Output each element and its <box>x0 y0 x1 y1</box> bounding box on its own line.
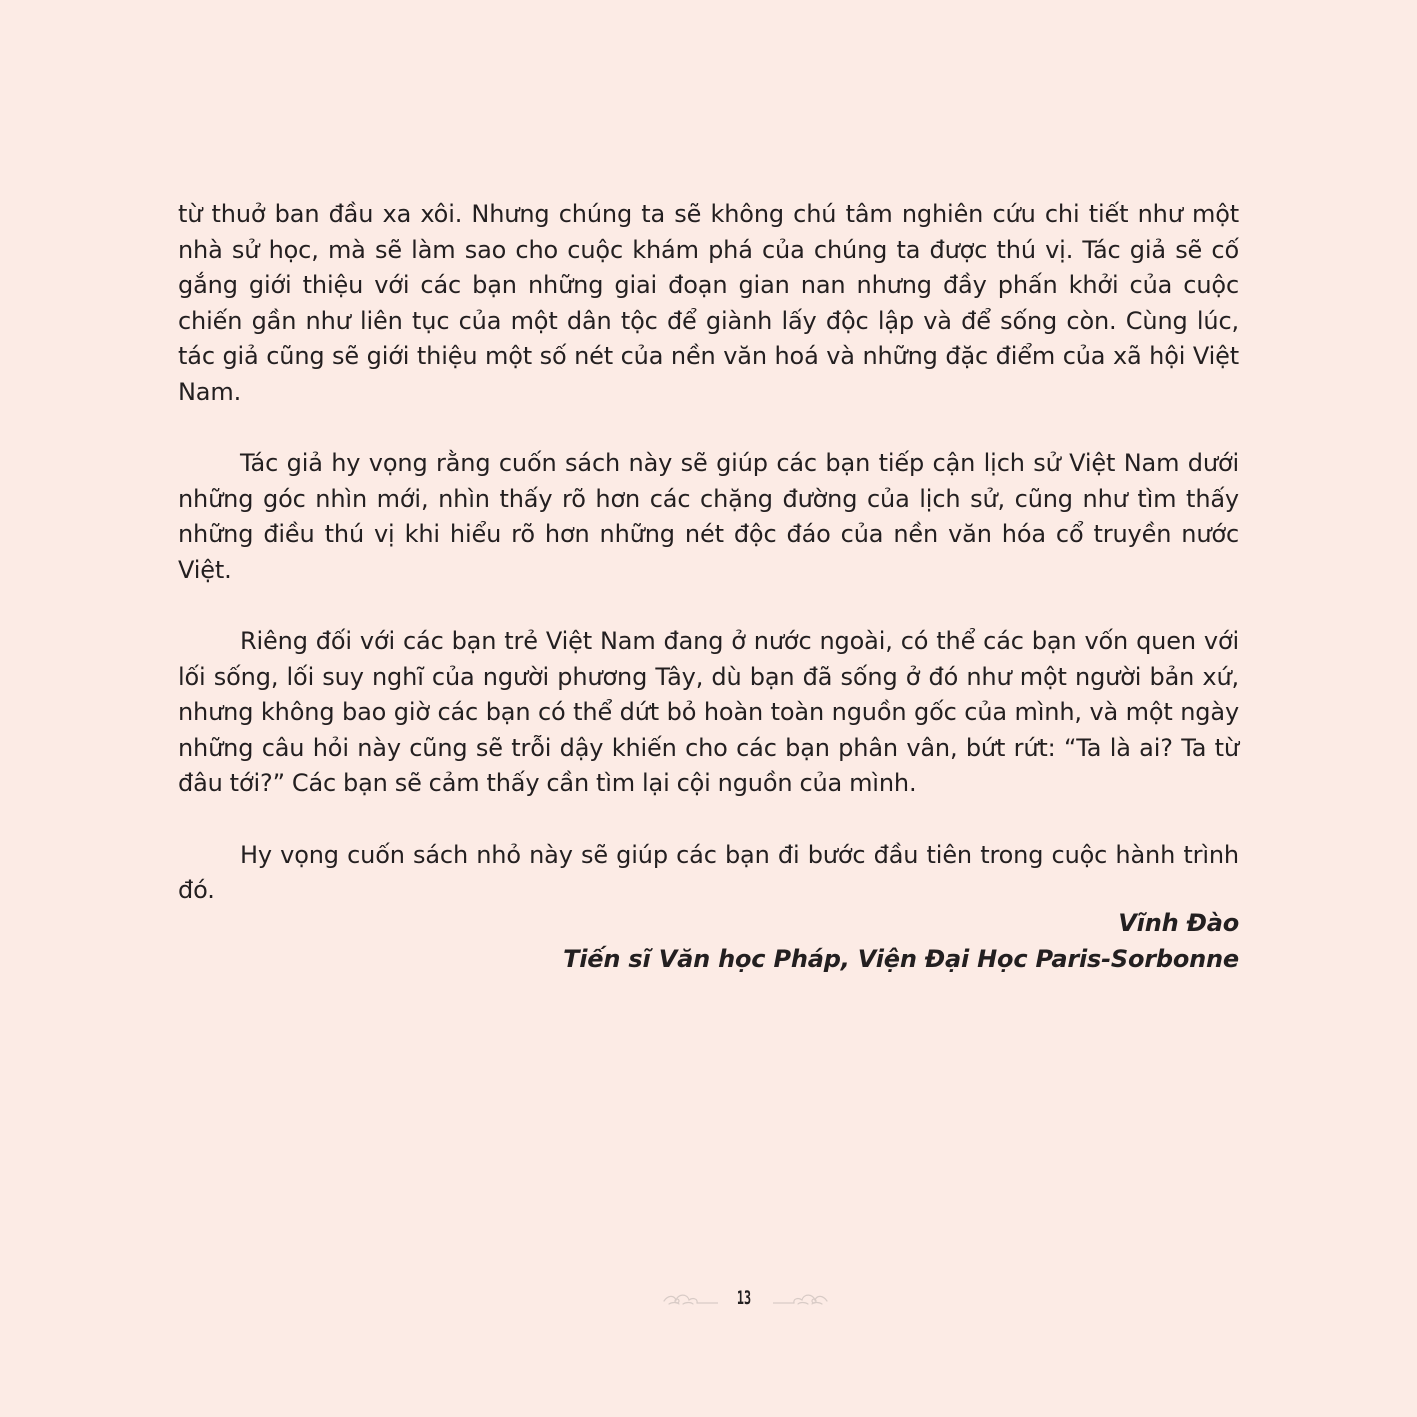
paragraph-4: Hy vọng cuốn sách nhỏ này sẽ giúp các bạn đi bước đầu tiên trong cuộc hành trình đó. <box>178 840 1239 904</box>
page-footer <box>0 1285 1417 1315</box>
author-name: Vĩnh Đào <box>1118 909 1239 937</box>
paragraph-2: Tác giả hy vọng rằng cuốn sách này sẽ giúp các bạn tiếp cận lịch sử Việt Nam dưới những góc nhìn mới, nhìn thấy rõ hơn các chặng đường của lịch sử, cũng như tìm thấy những điều thú vị khi hiểu rõ hơn những nét độc đáo của nền văn hóa cổ truyền nước Việt. <box>178 449 1239 584</box>
cloud-ornament-icon <box>773 1289 829 1311</box>
paragraph-3: Riêng đối với các bạn trẻ Việt Nam đang ở nước ngoài, có thể các bạn vốn quen với lối sống, lối suy nghĩ của người phương Tây, dù bạn đã sống ở đó như một người bản xứ, nhưng không bao giờ các bạn có thể dứt bỏ hoàn toàn nguồn gốc của mình, và một ngày những câu hỏi này cũng sẽ trỗi dậy khiến cho các bạn phân vân, bứt rứt: “Ta là ai? Ta từ đâu tới?” Các bạn sẽ cảm thấy cần tìm lại cội nguồn của mình. <box>178 627 1239 797</box>
cloud-ornament-icon <box>662 1289 718 1311</box>
paragraph-1: từ thuở ban đầu xa xôi. Nhưng chúng ta sẽ không chú tâm nghiên cứu chi tiết như một nhà sử học, mà sẽ làm sao cho cuộc khám phá của chúng ta được thú vị. Tác giả sẽ cố gắng giới thiệu với các bạn những giai đoạn gian nan nhưng đầy phấn khởi của cuộc chiến gần như liên tục của một dân tộc để giành lấy độc lập và để sống còn. Cùng lúc, tác giả cũng sẽ giới thiệu một số nét của nền văn hoá và những đặc điểm của xã hội Việt Nam. <box>178 200 1239 406</box>
signature-block <box>563 905 1239 977</box>
page-number: 13 <box>736 1287 752 1309</box>
body-text <box>178 197 1239 945</box>
author-title: Tiến sĩ Văn học Pháp, Viện Đại Học Paris-Sorbonne <box>563 945 1239 973</box>
